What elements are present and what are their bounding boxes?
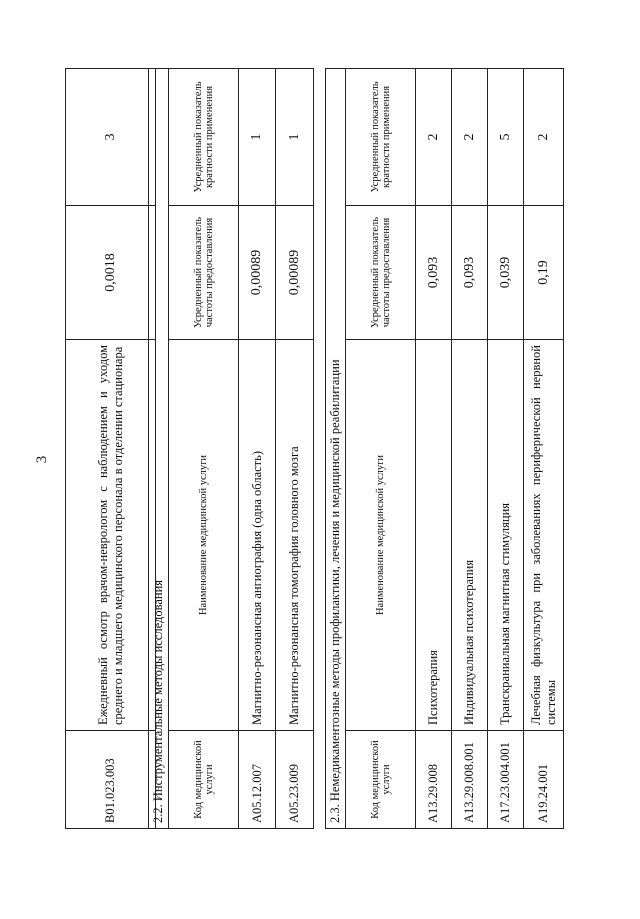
header-frequency: Усредненный показатель частоты предоставления <box>169 206 239 340</box>
multiplicity-value: 1 <box>239 68 276 205</box>
frequency-value: 0,0018 <box>66 206 156 340</box>
service-name: Магнитно-резонансная томография головного мозга <box>276 340 314 731</box>
table-instrumental-methods <box>148 68 314 829</box>
multiplicity-value: 5 <box>488 68 524 205</box>
section-title: 2.3. Немедикаментозные методы профилактики, лечения и медицинской реабилитации <box>326 68 346 828</box>
header-multiplicity: Усредненный показатель кратности применения <box>169 68 239 205</box>
table-row <box>66 69 156 829</box>
service-code: A19.24.001 <box>524 731 564 829</box>
service-name: Психотерапия <box>416 340 452 731</box>
table-row <box>239 68 276 828</box>
multiplicity-value: 2 <box>452 68 488 205</box>
section-title: 2.2. Инструментальные методы исследования <box>149 68 169 828</box>
frequency-value: 0,00089 <box>239 206 276 340</box>
frequency-value: 0,00089 <box>276 206 314 340</box>
header-code: Код медицинской услуги <box>169 731 239 829</box>
multiplicity-value: 1 <box>276 68 314 205</box>
table-continuation <box>65 68 156 829</box>
header-row <box>346 68 416 828</box>
service-name: Транскраниальная магнитная стимуляция <box>488 340 524 731</box>
service-code: A13.29.008.001 <box>452 731 488 829</box>
frequency-value: 0,093 <box>452 206 488 340</box>
frequency-value: 0,19 <box>524 206 564 340</box>
table-row <box>416 68 452 828</box>
header-row <box>169 68 239 828</box>
section-title-row <box>326 68 346 828</box>
header-frequency: Усредненный показатель частоты предоставления <box>346 206 416 340</box>
service-code: A05.23.009 <box>276 731 314 829</box>
service-code: A13.29.008 <box>416 731 452 829</box>
table-row <box>452 68 488 828</box>
header-code: Код медицинской услуги <box>346 731 416 829</box>
service-code: A17.23.004.001 <box>488 731 524 829</box>
service-code: A05.12.007 <box>239 731 276 829</box>
service-name: Лечебная физкультура при заболеваниях периферической нервной системы <box>524 340 564 731</box>
service-name: Ежедневный осмотр врачом-неврологом с наблюдением и уходом среднего и младшего медицинского персонала в отделении стационара <box>66 340 156 731</box>
service-name: Индивидуальная психотерапия <box>452 340 488 731</box>
table-row <box>276 68 314 828</box>
page-number: 3 <box>34 455 50 464</box>
frequency-value: 0,039 <box>488 206 524 340</box>
header-name: Наименование медицинской услуги <box>169 340 239 731</box>
table-row <box>524 68 564 828</box>
multiplicity-value: 3 <box>66 69 156 206</box>
header-multiplicity: Усредненный показатель кратности применения <box>346 68 416 205</box>
section-title-row <box>149 68 169 828</box>
multiplicity-value: 2 <box>524 68 564 205</box>
table-row <box>488 68 524 828</box>
multiplicity-value: 2 <box>416 68 452 205</box>
frequency-value: 0,093 <box>416 206 452 340</box>
service-name: Магнитно-резонансная ангиография (одна область) <box>239 340 276 731</box>
service-code: B01.023.003 <box>66 731 156 829</box>
table-non-drug-methods <box>325 68 564 829</box>
header-name: Наименование медицинской услуги <box>346 340 416 731</box>
